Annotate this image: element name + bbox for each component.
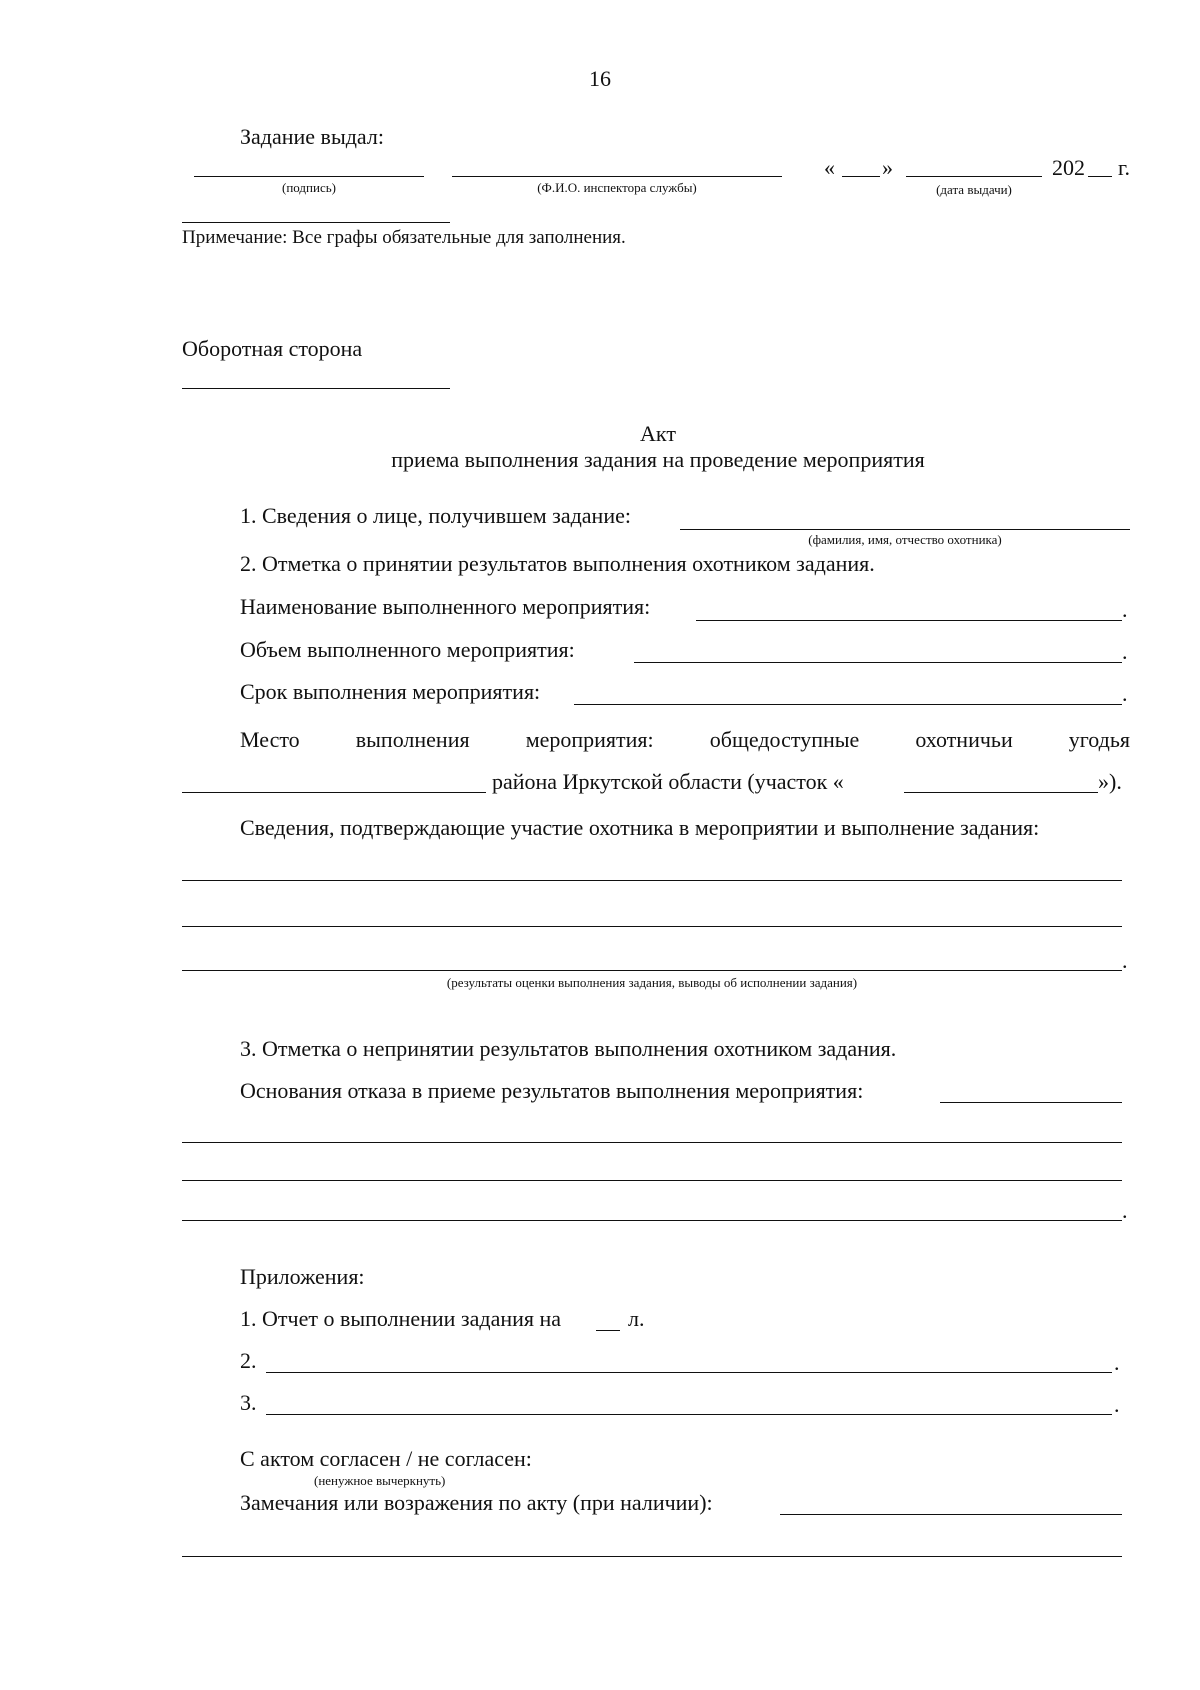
evidence-line-1[interactable] (182, 880, 1122, 881)
agree-caption: (ненужное вычеркнуть) (314, 1473, 446, 1488)
attachments-label: Приложения: (240, 1264, 365, 1289)
attachment1-prefix: 1. Отчет о выполнении задания на (240, 1306, 562, 1331)
volume-line[interactable] (634, 662, 1122, 663)
refusal-period: . (1122, 1198, 1128, 1223)
reverse-side-underline (182, 388, 450, 389)
attachment2-period: . (1114, 1350, 1120, 1375)
remarks-line-0[interactable] (780, 1514, 1122, 1515)
evidence-line-2[interactable] (182, 926, 1122, 927)
note-separator (182, 222, 450, 223)
caption-date: (дата выдачи) (936, 182, 1012, 197)
refusal-line-3[interactable] (182, 1220, 1122, 1221)
name-period: . (1122, 597, 1128, 622)
date-open-quote: « (824, 155, 835, 180)
act-subtitle: приема выполнения задания на проведение мероприятия (391, 447, 925, 472)
place-word-2: выполнения (355, 727, 470, 752)
inspector-name-line[interactable] (452, 176, 782, 177)
refusal-line-2[interactable] (182, 1180, 1122, 1181)
place-word-4: общедоступные (709, 727, 860, 752)
name-label: Наименование выполненного мероприятия: (240, 594, 651, 619)
item1-caption: (фамилия, имя, отчество охотника) (808, 532, 1002, 547)
act-title: Акт (640, 421, 676, 446)
attachment2-number: 2. (240, 1348, 257, 1373)
date-year-suffix: г. (1118, 155, 1131, 180)
attachment1-pages-line[interactable] (596, 1330, 620, 1331)
item3-label: 3. Отметка о непринятии результатов выполнения охотником задания. (240, 1036, 897, 1061)
attachment3-period: . (1114, 1392, 1120, 1417)
issued-label: Задание выдал: (240, 124, 384, 149)
volume-period: . (1122, 639, 1128, 664)
caption-inspector: (Ф.И.О. инспектора службы) (537, 180, 697, 195)
refusal-label: Основания отказа в приеме результатов выполнения мероприятия: (240, 1078, 864, 1103)
hunter-name-line[interactable] (680, 529, 1130, 530)
page-number: 16 (589, 66, 611, 91)
date-close-quote: » (882, 155, 893, 180)
place-line-text (240, 727, 1130, 753)
signature-line[interactable] (194, 176, 424, 177)
term-line[interactable] (574, 704, 1122, 705)
district-close: »). (1098, 769, 1122, 794)
name-line[interactable] (696, 620, 1122, 621)
term-label: Срок выполнения мероприятия: (240, 679, 541, 704)
agree-label: С актом согласен / не согласен: (240, 1446, 532, 1471)
evidence-label: Сведения, подтверждающие участие охотника в мероприятии и выполнение задания: (240, 815, 1040, 840)
reverse-side-label: Оборотная сторона (182, 336, 363, 361)
district-line[interactable] (182, 792, 486, 793)
remarks-line-1[interactable] (182, 1556, 1122, 1557)
place-word-6: угодья (1068, 727, 1130, 752)
date-year-line[interactable] (1088, 176, 1112, 177)
plot-line[interactable] (904, 792, 1098, 793)
note-text: Примечание: Все графы обязательные для заполнения. (182, 227, 626, 248)
place-word-1: Место (240, 727, 300, 752)
evidence-line-3[interactable] (182, 970, 1122, 971)
term-period: . (1122, 681, 1128, 706)
evidence-period: . (1122, 948, 1128, 973)
date-year-prefix: 202 (1052, 155, 1085, 180)
evidence-caption: (результаты оценки выполнения задания, выводы об исполнении задания) (446, 975, 858, 990)
item2-label: 2. Отметка о принятии результатов выполнения охотником задания. (240, 551, 875, 576)
date-day-line[interactable] (842, 176, 880, 177)
date-month-line[interactable] (906, 176, 1042, 177)
district-text: района Иркутской области (участок « (492, 769, 844, 794)
item1-label: 1. Сведения о лице, получившем задание: (240, 503, 631, 528)
attachment1-suffix: л. (628, 1306, 645, 1331)
refusal-line-1[interactable] (182, 1142, 1122, 1143)
remarks-label: Замечания или возражения по акту (при наличии): (240, 1490, 713, 1515)
place-word-3: мероприятия: (525, 727, 654, 752)
attachment2-line[interactable] (266, 1372, 1112, 1373)
attachment3-number: 3. (240, 1390, 257, 1415)
attachment3-line[interactable] (266, 1414, 1112, 1415)
caption-signature: (подпись) (282, 180, 336, 195)
volume-label: Объем выполненного мероприятия: (240, 637, 575, 662)
refusal-line-0[interactable] (940, 1102, 1122, 1103)
place-word-5: охотничьи (915, 727, 1013, 752)
